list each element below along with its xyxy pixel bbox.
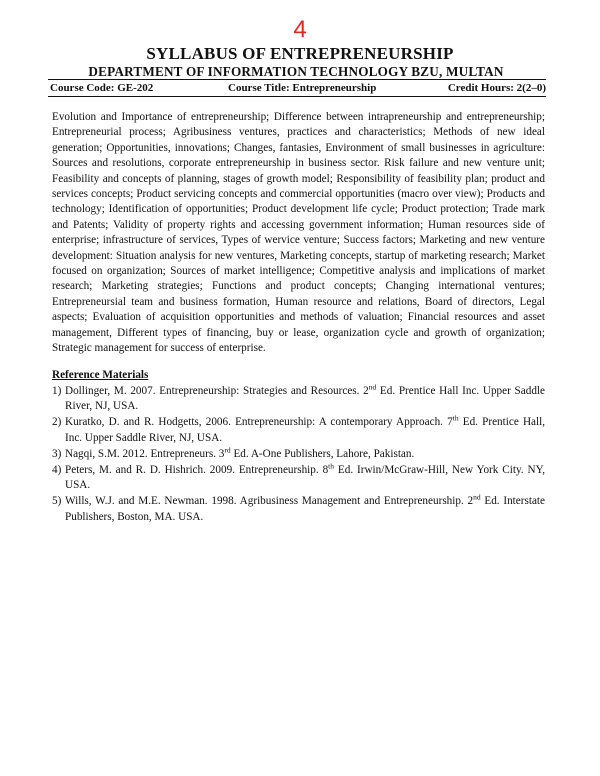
reference-number: 5) — [52, 495, 62, 508]
department-heading: DEPARTMENT OF INFORMATION TECHNOLOGY BZU, MULTAN — [88, 64, 504, 79]
reference-text: Dollinger, M. 2007. Entrepreneurship: Strategies and Resources. 2 — [65, 385, 369, 397]
course-code: Course Code: GE-202 — [50, 82, 154, 94]
ordinal-suffix: nd — [473, 492, 481, 502]
reference-text: Wills, W.J. and M.E. Newman. 1998. Agribusiness Management and Entrepreneurship. 2 — [65, 495, 474, 508]
reference-text: Kuratko, D. and R. Hodgetts, 2006. Entrepreneurship: A contemporary Approach. 7 — [65, 416, 453, 429]
reference-text-end: Ed. Prentice Hall, Inc. Upper Saddle River, NJ, USA. — [65, 416, 545, 444]
reference-text-end: Ed. A-One Publishers, Lahore, Pakistan. — [230, 447, 415, 460]
page-number: 4 — [293, 16, 307, 43]
reference-text-end: Ed. Prentice Hall Inc. Upper Saddle River, NJ, USA. — [65, 385, 545, 413]
course-description: Evolution and Importance of entrepreneurship; Difference between intrapreneurship and entrepreneurship; Entrepreneurial process; Agribusiness ventures, practices and characteristics; Methods of new ideal generation; Opportunities, innovations; Changes, fantasies, Environment of small businesses in agriculture: Sources and resolutions, corporate entrepreneurship in business sector. Risk failure and new venture unit; Feasibility and concepts of planning, stages of growth model; Responsibility of feasibility plan; product and services concepts; Product servicing concepts and commercial opportunities (macro over view); Products and technology; Identification of opportunities; Product development life cycle; Product protection; Trade mark and Patents; Validity of property rights and accessing government information; Human resources side of enterprise; infrastructure of services, Types of wervice venture; Success factors; Marketing and new venture development: Situation analysis for new ventures, Marketing concepts, startup of marketing research; Market focused on organization; Sources of market intelligence; Competitive analysis and implications of market research; Marketing strategies; Functions and product concepts; Changing international ventures; Entrepreneursial team and business formation, Human resource and relations, Board of directors, Legal aspects; Evaluation of acquisition opportunities and methods of valuation; Financial resources and asset management, Different types of financing, buy or lease, organization cycle and growth of organization; Strategic management for success of enterprise. — [52, 111, 545, 355]
reference-number: 2) — [52, 416, 62, 429]
ordinal-suffix: th — [452, 413, 459, 423]
syllabus-title: SYLLABUS OF ENTREPRENEURSHIP — [146, 44, 454, 63]
ordinal-suffix: th — [328, 461, 335, 471]
reference-item — [52, 494, 545, 524]
reference-text: Peters, M. and R. D. Hishrich. 2009. Entrepreneurship. 8 — [65, 464, 329, 477]
reference-text: Nagqi, S.M. 2012. Entrepreneurs. 3 — [65, 447, 225, 460]
ordinal-suffix: rd — [224, 445, 231, 455]
reference-item — [52, 463, 545, 493]
reference-heading: Reference Materials — [52, 369, 149, 381]
reference-item — [52, 415, 545, 445]
ordinal-suffix: nd — [368, 382, 377, 392]
reference-item — [52, 447, 545, 462]
reference-item — [52, 384, 545, 414]
reference-list — [52, 384, 545, 526]
course-title: Course Title: Entrepreneurship — [228, 82, 377, 94]
reference-text-end: Ed. Irwin/McGraw-Hill, New York City. NY, USA. — [65, 464, 545, 492]
reference-number: 4) — [52, 464, 62, 477]
reference-number: 1) — [52, 385, 62, 397]
credit-hours: Credit Hours: 2(2–0) — [447, 82, 546, 94]
header-divider-top — [48, 79, 546, 80]
reference-number: 3) — [52, 447, 62, 460]
header-divider-bottom — [48, 96, 546, 97]
reference-text-end: Ed. Interstate Publishers, Boston, MA. USA. — [65, 495, 545, 523]
